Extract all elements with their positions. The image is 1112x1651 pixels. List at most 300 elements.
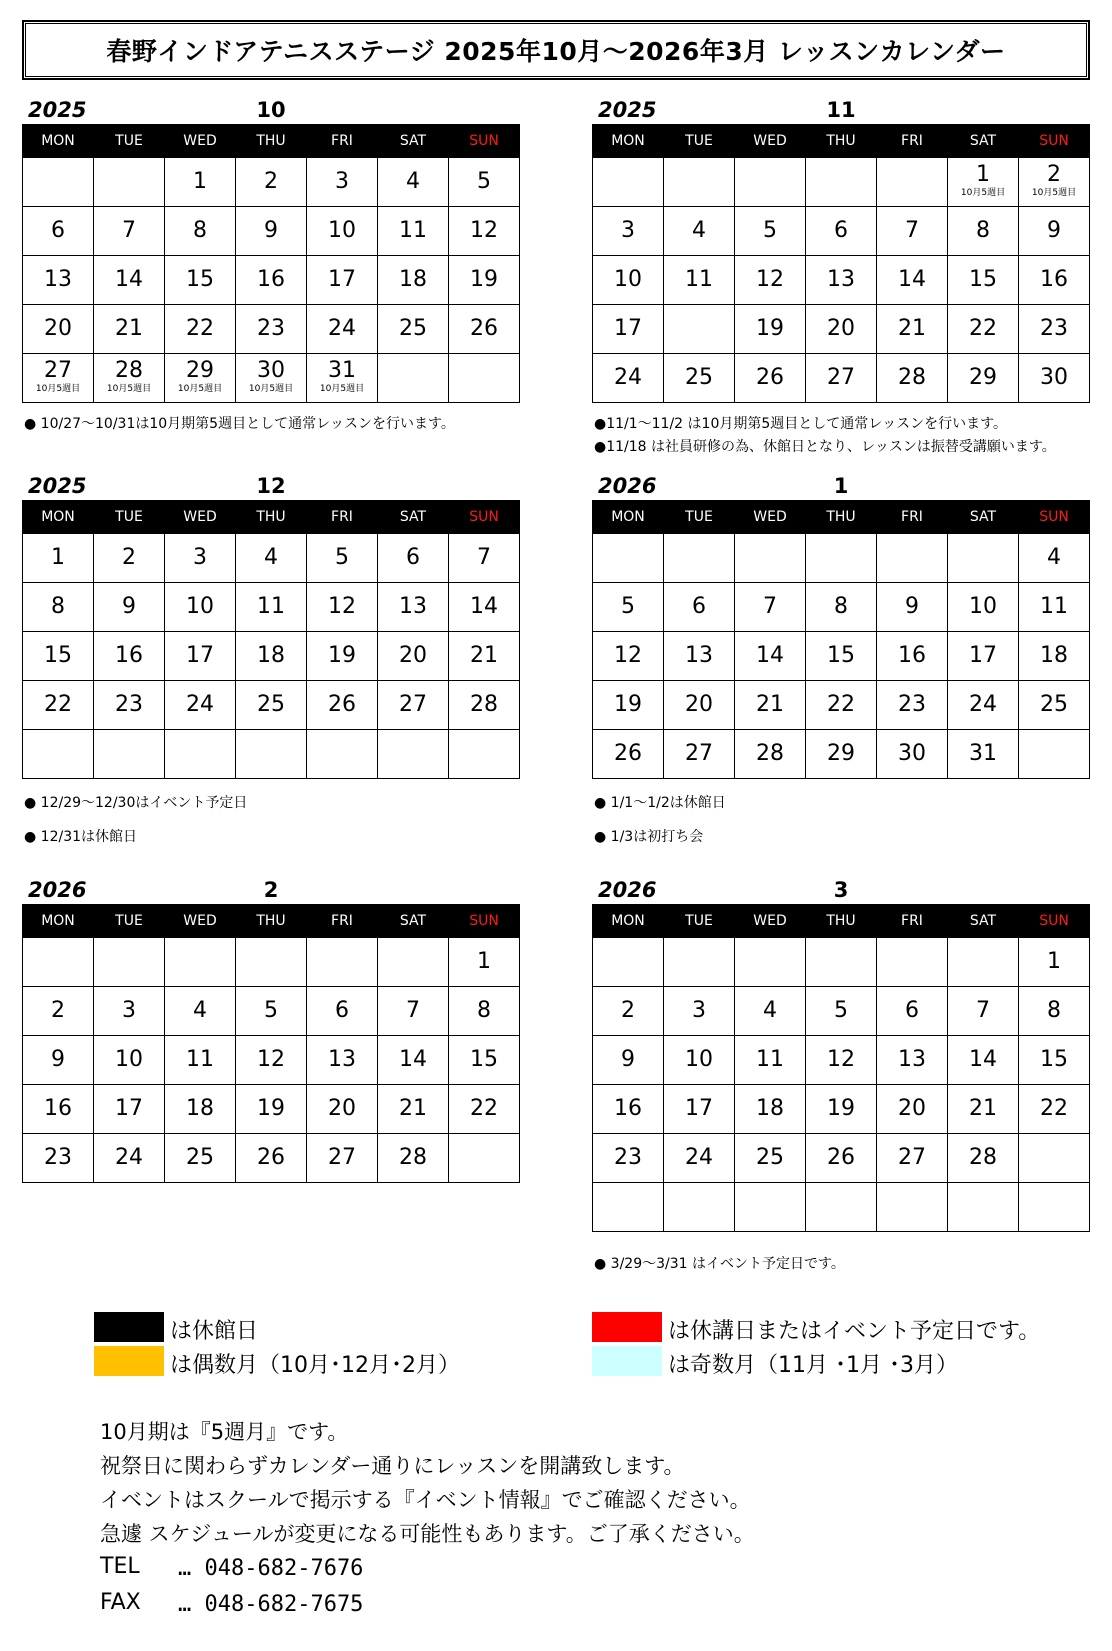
- day-cell: [449, 632, 520, 681]
- calendar-2026-02: [22, 876, 520, 1183]
- day-number: 24: [969, 692, 997, 717]
- calendar-2025-10: [22, 96, 520, 403]
- calendar-header: [22, 876, 520, 904]
- weekday-header: SAT: [378, 125, 449, 158]
- calendar-grid: [22, 904, 520, 1183]
- weekday-header-row: [23, 125, 520, 158]
- day-cell: [593, 1036, 664, 1085]
- day-number: 12: [257, 1047, 285, 1072]
- day-number: 20: [898, 1096, 926, 1121]
- week-row: [593, 256, 1090, 305]
- day-number: 9: [51, 1047, 65, 1072]
- day-number: 8: [477, 998, 491, 1023]
- day-number: 2: [905, 545, 919, 570]
- day-cell: [449, 583, 520, 632]
- fax-value: … 048-682-7675: [178, 1592, 364, 1617]
- day-number: 3: [335, 169, 349, 194]
- day-cell: [1019, 354, 1090, 403]
- day-number: 8: [976, 218, 990, 243]
- day-cell: [593, 354, 664, 403]
- day-number: 18: [756, 1096, 784, 1121]
- day-number: 21: [969, 1096, 997, 1121]
- calendar-header: [22, 472, 520, 500]
- day-cell: [307, 987, 378, 1036]
- day-cell: [664, 1036, 735, 1085]
- day-cell: [449, 207, 520, 256]
- weekday-header: THU: [806, 905, 877, 938]
- day-cell: [735, 1036, 806, 1085]
- weekday-header: THU: [236, 125, 307, 158]
- day-number: 7: [905, 218, 919, 243]
- week-row: [23, 1036, 520, 1085]
- day-cell: [948, 987, 1019, 1036]
- weekday-header: TUE: [94, 501, 165, 534]
- day-cell: [307, 730, 378, 779]
- day-number: 3: [692, 998, 706, 1023]
- day-cell: [806, 305, 877, 354]
- day-cell: [593, 207, 664, 256]
- day-number: 19: [827, 1096, 855, 1121]
- day-cell: [165, 632, 236, 681]
- weekday-header: SUN: [449, 905, 520, 938]
- day-cell: [948, 354, 1019, 403]
- note-jan-1: ● 1/1～1/2は休館日: [594, 795, 726, 811]
- day-number: 17: [969, 643, 997, 668]
- day-cell: [378, 1036, 449, 1085]
- day-cell: [948, 1183, 1019, 1232]
- day-cell: [449, 1085, 520, 1134]
- day-cell: [664, 583, 735, 632]
- week-row: [593, 1085, 1090, 1134]
- note-dec-1: ● 12/29～12/30はイベント予定日: [24, 795, 248, 811]
- day-number: 8: [834, 594, 848, 619]
- day-number: 5: [621, 594, 635, 619]
- day-cell: [735, 1183, 806, 1232]
- day-number: 28: [898, 365, 926, 390]
- day-number: 21: [399, 1096, 427, 1121]
- day-number: 31: [969, 741, 997, 766]
- day-cell: [877, 354, 948, 403]
- day-number: 20: [44, 316, 72, 341]
- week-row: [23, 583, 520, 632]
- day-cell: [948, 730, 1019, 779]
- calendar-year: 2026: [598, 474, 657, 498]
- day-number: 12: [328, 594, 356, 619]
- info-line-2: 祝祭日に関わらずカレンダー通りにレッスンを開講致します。: [100, 1454, 685, 1478]
- day-cell: [735, 305, 806, 354]
- calendar-month: 11: [826, 98, 856, 122]
- day-sublabel: 10月5週目: [248, 384, 294, 394]
- day-cell: [449, 730, 520, 779]
- day-cell: [378, 1134, 449, 1183]
- day-cell: [735, 681, 806, 730]
- week-row: [593, 305, 1090, 354]
- day-cell: [1019, 305, 1090, 354]
- calendar-month: 3: [833, 878, 849, 902]
- weekday-header: WED: [735, 125, 806, 158]
- day-cell: [236, 730, 307, 779]
- day-number: 29: [1040, 1145, 1068, 1170]
- day-number: 29: [969, 365, 997, 390]
- day-number: 9: [264, 218, 278, 243]
- day-number: 25: [1040, 692, 1068, 717]
- day-cell: [23, 681, 94, 730]
- week-row: [593, 1036, 1090, 1085]
- weekday-header: MON: [23, 125, 94, 158]
- weekday-header: THU: [806, 501, 877, 534]
- day-number: 5: [335, 545, 349, 570]
- weekday-header: SAT: [948, 905, 1019, 938]
- day-cell: [378, 987, 449, 1036]
- day-number: 2: [264, 169, 278, 194]
- weekday-header: MON: [23, 905, 94, 938]
- day-cell: [449, 158, 520, 207]
- day-cell: [735, 730, 806, 779]
- day-cell: [236, 938, 307, 987]
- day-cell: [165, 1134, 236, 1183]
- day-cell: [735, 987, 806, 1036]
- week-row: [593, 583, 1090, 632]
- day-cell: [23, 256, 94, 305]
- day-number: 23: [898, 692, 926, 717]
- day-number: 6: [335, 998, 349, 1023]
- day-number: 26: [827, 1145, 855, 1170]
- day-number: 19: [470, 267, 498, 292]
- day-cell: [948, 207, 1019, 256]
- day-number: 30: [614, 1194, 642, 1219]
- day-number: 18: [1040, 643, 1068, 668]
- day-cell: [1019, 938, 1090, 987]
- day-number: 1: [193, 169, 207, 194]
- day-number: 5: [834, 998, 848, 1023]
- day-cell: [877, 1085, 948, 1134]
- day-cell: [165, 938, 236, 987]
- day-cell: [948, 305, 1019, 354]
- day-number: 10: [186, 594, 214, 619]
- week-row: [593, 730, 1090, 779]
- day-number: 29: [44, 741, 72, 766]
- day-cell: [1019, 730, 1090, 779]
- day-number: 26: [257, 1145, 285, 1170]
- day-cell: [877, 938, 948, 987]
- day-number: 9: [122, 594, 136, 619]
- day-number: 6: [692, 594, 706, 619]
- day-number: 7: [477, 545, 491, 570]
- day-cell: [307, 354, 378, 403]
- day-cell: [806, 681, 877, 730]
- weekday-header: TUE: [664, 501, 735, 534]
- weekday-header: FRI: [877, 905, 948, 938]
- weekday-header: SUN: [449, 501, 520, 534]
- day-number: 4: [763, 998, 777, 1023]
- week-row: [23, 632, 520, 681]
- day-cell: [877, 1134, 948, 1183]
- day-cell: [165, 681, 236, 730]
- weekday-header: THU: [236, 905, 307, 938]
- week-row: [23, 256, 520, 305]
- day-number: 31: [328, 358, 356, 383]
- day-cell: [877, 158, 948, 207]
- day-cell: [236, 681, 307, 730]
- day-number: 15: [969, 267, 997, 292]
- day-cell: [664, 158, 735, 207]
- day-cell: [593, 987, 664, 1036]
- day-cell: [307, 207, 378, 256]
- week-row: [23, 681, 520, 730]
- day-number: 26: [756, 365, 784, 390]
- day-cell: [1019, 681, 1090, 730]
- day-sublabel: 10月5週目: [35, 384, 81, 394]
- day-cell: [948, 534, 1019, 583]
- day-cell: [236, 987, 307, 1036]
- calendar-2026-03: [592, 876, 1090, 1232]
- day-number: 17: [186, 643, 214, 668]
- day-number: 28: [470, 692, 498, 717]
- day-cell: [593, 305, 664, 354]
- day-cell: [806, 632, 877, 681]
- day-cell: [94, 1134, 165, 1183]
- day-cell: [1019, 1036, 1090, 1085]
- day-cell: [735, 534, 806, 583]
- day-cell: [23, 730, 94, 779]
- day-cell: [877, 730, 948, 779]
- day-cell: [94, 730, 165, 779]
- week-row: [593, 681, 1090, 730]
- day-cell: [94, 583, 165, 632]
- legend-swatch-closed: [94, 1312, 164, 1342]
- day-cell: [307, 681, 378, 730]
- day-cell: [23, 632, 94, 681]
- day-number: 21: [115, 316, 143, 341]
- day-number: 3: [976, 545, 990, 570]
- day-number: 29: [827, 741, 855, 766]
- calendar-2025-11: [592, 96, 1090, 403]
- day-number: 30: [257, 358, 285, 383]
- note-oct-1: ● 10/27～10/31は10月期第5週目として通常レッスンを行います。: [24, 416, 455, 432]
- day-number: 18: [186, 1096, 214, 1121]
- day-cell: [307, 1085, 378, 1134]
- day-cell: [664, 1085, 735, 1134]
- day-cell: [664, 1183, 735, 1232]
- day-cell: [1019, 987, 1090, 1036]
- calendar-month: 10: [256, 98, 286, 122]
- day-cell: [378, 256, 449, 305]
- day-cell: [165, 256, 236, 305]
- day-number: 11: [1040, 594, 1068, 619]
- weekday-header: SAT: [378, 905, 449, 938]
- day-number: 11: [257, 594, 285, 619]
- day-cell: [593, 730, 664, 779]
- day-cell: [593, 158, 664, 207]
- day-number: 4: [193, 998, 207, 1023]
- weekday-header: WED: [165, 501, 236, 534]
- day-number: 16: [614, 1096, 642, 1121]
- day-number: 25: [186, 1145, 214, 1170]
- day-cell: [593, 583, 664, 632]
- day-number: 18: [685, 316, 713, 341]
- calendar-year: 2026: [598, 878, 657, 902]
- day-number: 21: [756, 692, 784, 717]
- day-cell: [877, 583, 948, 632]
- day-cell: [1019, 632, 1090, 681]
- day-cell: [449, 938, 520, 987]
- day-number: 6: [834, 218, 848, 243]
- note-nov-2: ●11/18 は社員研修の為、休館日となり、レッスンは振替受講願います。: [594, 439, 1056, 455]
- weekday-header: WED: [165, 905, 236, 938]
- day-cell: [23, 1134, 94, 1183]
- tel-value: … 048-682-7676: [178, 1556, 364, 1581]
- weekday-header: FRI: [307, 905, 378, 938]
- day-number: 11: [186, 1047, 214, 1072]
- day-cell: [948, 256, 1019, 305]
- day-cell: [23, 207, 94, 256]
- day-cell: [23, 938, 94, 987]
- tel-label: TEL: [100, 1554, 140, 1579]
- weekday-header: TUE: [94, 125, 165, 158]
- fax-label: FAX: [100, 1590, 141, 1615]
- calendar-month: 1: [833, 474, 849, 498]
- week-row: [593, 1134, 1090, 1183]
- week-row: [23, 207, 520, 256]
- weekday-header: TUE: [664, 125, 735, 158]
- day-number: 7: [763, 594, 777, 619]
- day-number: 13: [44, 267, 72, 292]
- day-cell: [94, 534, 165, 583]
- day-cell: [236, 1085, 307, 1134]
- weekday-header: SUN: [1019, 905, 1090, 938]
- calendar-grid: [592, 500, 1090, 779]
- day-number: 29: [186, 358, 214, 383]
- day-cell: [23, 534, 94, 583]
- day-number: 31: [186, 741, 214, 766]
- weekday-header: THU: [806, 125, 877, 158]
- day-cell: [23, 158, 94, 207]
- legend-swatch-event: [592, 1312, 662, 1342]
- day-cell: [23, 305, 94, 354]
- day-number: 2: [621, 998, 635, 1023]
- calendar-month: 12: [256, 474, 286, 498]
- day-number: 15: [186, 267, 214, 292]
- day-cell: [664, 1134, 735, 1183]
- weekday-header: FRI: [877, 125, 948, 158]
- day-number: 16: [1040, 267, 1068, 292]
- day-cell: [664, 730, 735, 779]
- day-cell: [449, 305, 520, 354]
- day-cell: [735, 207, 806, 256]
- day-cell: [877, 534, 948, 583]
- day-cell: [735, 938, 806, 987]
- calendar-header: [592, 472, 1090, 500]
- legend-swatch-odd: [592, 1346, 662, 1376]
- day-cell: [236, 207, 307, 256]
- week-row: [23, 987, 520, 1036]
- week-row: [23, 1085, 520, 1134]
- day-number: 6: [406, 545, 420, 570]
- weekday-header: FRI: [877, 501, 948, 534]
- day-cell: [664, 207, 735, 256]
- day-cell: [735, 158, 806, 207]
- day-cell: [806, 1085, 877, 1134]
- day-number: 21: [470, 643, 498, 668]
- day-number: 16: [115, 643, 143, 668]
- day-cell: [23, 1085, 94, 1134]
- week-row: [593, 158, 1090, 207]
- day-cell: [307, 534, 378, 583]
- weekday-header: WED: [735, 501, 806, 534]
- day-cell: [94, 305, 165, 354]
- day-number: 31: [685, 1194, 713, 1219]
- day-cell: [806, 987, 877, 1036]
- day-number: 14: [969, 1047, 997, 1072]
- day-cell: [165, 583, 236, 632]
- calendar-2026-01: [592, 472, 1090, 779]
- day-number: 8: [1047, 998, 1061, 1023]
- day-number: 5: [477, 169, 491, 194]
- day-cell: [806, 207, 877, 256]
- day-cell: [236, 305, 307, 354]
- week-row: [23, 1134, 520, 1183]
- day-cell: [948, 1036, 1019, 1085]
- day-cell: [877, 207, 948, 256]
- day-cell: [1019, 256, 1090, 305]
- day-number: 23: [614, 1145, 642, 1170]
- day-cell: [877, 987, 948, 1036]
- day-number: 20: [328, 1096, 356, 1121]
- day-cell: [664, 354, 735, 403]
- day-cell: [735, 583, 806, 632]
- day-cell: [165, 987, 236, 1036]
- day-cell: [449, 987, 520, 1036]
- day-number: 11: [685, 267, 713, 292]
- weekday-header: THU: [236, 501, 307, 534]
- day-cell: [236, 158, 307, 207]
- day-cell: [735, 1085, 806, 1134]
- weekday-header: MON: [593, 501, 664, 534]
- weekday-header-row: [593, 125, 1090, 158]
- day-number: 10: [614, 267, 642, 292]
- note-mar-1: ● 3/29～3/31 はイベント予定日です。: [594, 1256, 845, 1272]
- day-cell: [94, 1085, 165, 1134]
- day-number: 22: [44, 692, 72, 717]
- day-number: 26: [470, 316, 498, 341]
- legend-event-label: は休講日またはイベント予定日です。: [668, 1319, 1041, 1344]
- day-cell: [877, 681, 948, 730]
- day-cell: [94, 207, 165, 256]
- day-cell: [806, 1134, 877, 1183]
- day-cell: [664, 256, 735, 305]
- day-number: 14: [898, 267, 926, 292]
- day-number: 3: [621, 218, 635, 243]
- day-cell: [236, 354, 307, 403]
- day-cell: [593, 681, 664, 730]
- info-line-4: 急遽 スケジュールが変更になる可能性もあります。ご了承ください。: [100, 1522, 755, 1546]
- day-number: 22: [969, 316, 997, 341]
- day-number: 20: [685, 692, 713, 717]
- day-number: 28: [756, 741, 784, 766]
- day-number: 15: [827, 643, 855, 668]
- legend-odd-label: は奇数月（11月 ･1月 ･3月）: [668, 1353, 958, 1378]
- weekday-header: TUE: [94, 905, 165, 938]
- day-cell: [664, 987, 735, 1036]
- day-cell: [806, 534, 877, 583]
- day-number: 2: [122, 545, 136, 570]
- day-cell: [664, 938, 735, 987]
- day-number: 26: [614, 741, 642, 766]
- day-number: 19: [614, 692, 642, 717]
- weekday-header-row: [23, 501, 520, 534]
- day-cell: [23, 1036, 94, 1085]
- day-number: 14: [756, 643, 784, 668]
